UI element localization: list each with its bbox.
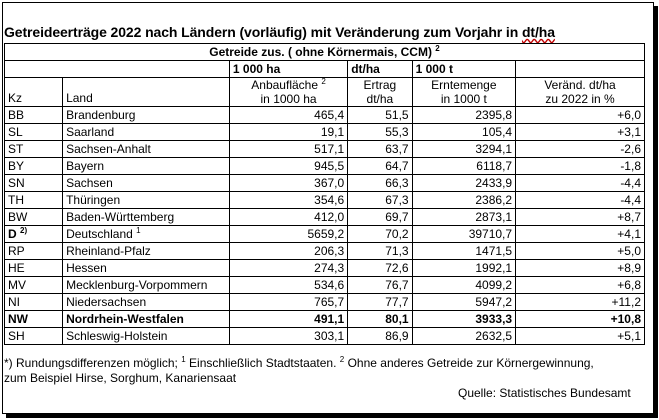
cell-yield: 64,7 bbox=[348, 158, 412, 175]
cell-change: -1,8 bbox=[516, 158, 645, 175]
cell-land: Sachsen bbox=[63, 175, 230, 192]
cell-change: +10,8 bbox=[516, 311, 645, 328]
cell-kz: D $^{2)}$ bbox=[5, 226, 63, 243]
cell-change: +8,9 bbox=[516, 260, 645, 277]
cell-yield: 67,3 bbox=[348, 192, 412, 209]
unit-area: 1 000 ha bbox=[229, 61, 347, 78]
cell-yield: 66,3 bbox=[348, 175, 412, 192]
cell-kz: MV bbox=[5, 277, 63, 294]
col-kz: Kz bbox=[5, 78, 63, 107]
cell-change: +5,1 bbox=[516, 328, 645, 345]
cell-area: 274,3 bbox=[229, 260, 347, 277]
cell-land: Deutschland $^1$ bbox=[63, 226, 230, 243]
cell-land: Mecklenburg-Vorpommern bbox=[63, 277, 230, 294]
cell-yield: 55,3 bbox=[348, 124, 412, 141]
cell-harvest: 3933,3 bbox=[412, 311, 515, 328]
cell-yield: 72,6 bbox=[348, 260, 412, 277]
cell-kz: SN bbox=[5, 175, 63, 192]
cell-harvest: 6118,7 bbox=[412, 158, 515, 175]
cell-yield: 63,7 bbox=[348, 141, 412, 158]
table-row bbox=[5, 124, 645, 141]
cell-harvest: 2386,2 bbox=[412, 192, 515, 209]
table-row bbox=[5, 294, 645, 311]
cell-harvest: 2395,8 bbox=[412, 107, 515, 124]
yield-table bbox=[4, 43, 645, 345]
col-harvest: Erntemenge in 1000 t bbox=[412, 78, 515, 107]
cell-land: Baden-Württemberg bbox=[63, 209, 230, 226]
cell-change: +6,8 bbox=[516, 277, 645, 294]
cell-change: +8,7 bbox=[516, 209, 645, 226]
column-header-row bbox=[5, 78, 645, 107]
cell-harvest: 39710,7 bbox=[412, 226, 515, 243]
table-row bbox=[5, 243, 645, 260]
cell-kz: BW bbox=[5, 209, 63, 226]
cell-kz: TH bbox=[5, 192, 63, 209]
cell-yield: 77,7 bbox=[348, 294, 412, 311]
col-land: Land bbox=[63, 78, 230, 107]
table-row bbox=[5, 277, 645, 294]
cell-area: 303,1 bbox=[229, 328, 347, 345]
cell-area: 19,1 bbox=[229, 124, 347, 141]
cell-change: +6,0 bbox=[516, 107, 645, 124]
cell-area: 5659,2 bbox=[229, 226, 347, 243]
cell-harvest: 2873,1 bbox=[412, 209, 515, 226]
cell-area: 534,6 bbox=[229, 277, 347, 294]
unit-header-row bbox=[5, 61, 645, 78]
table-row bbox=[5, 192, 645, 209]
title-unit: dt/ha bbox=[521, 24, 555, 40]
cell-land: Sachsen-Anhalt bbox=[63, 141, 230, 158]
table-row bbox=[5, 107, 645, 124]
cell-land: Thüringen bbox=[63, 192, 230, 209]
cell-change: -4,4 bbox=[516, 192, 645, 209]
cell-area: 465,4 bbox=[229, 107, 347, 124]
cell-land: Nordrhein-Westfalen bbox=[63, 311, 230, 328]
cell-kz: BB bbox=[5, 107, 63, 124]
cell-kz: BY bbox=[5, 158, 63, 175]
cell-kz: NW bbox=[5, 311, 63, 328]
cell-harvest: 1471,5 bbox=[412, 243, 515, 260]
cell-area: 367,0 bbox=[229, 175, 347, 192]
cell-yield: 69,7 bbox=[348, 209, 412, 226]
cell-yield: 70,2 bbox=[348, 226, 412, 243]
cell-harvest: 1992,1 bbox=[412, 260, 515, 277]
col-change: Veränd. dt/ha zu 2022 in % bbox=[516, 78, 645, 107]
cell-area: 765,7 bbox=[229, 294, 347, 311]
cell-land: Schleswig-Holstein bbox=[63, 328, 230, 345]
cell-land: Niedersachsen bbox=[63, 294, 230, 311]
cell-kz: SL bbox=[5, 124, 63, 141]
cell-yield: 80,1 bbox=[348, 311, 412, 328]
cell-land: Rheinland-Pfalz bbox=[63, 243, 230, 260]
cell-land: Saarland bbox=[63, 124, 230, 141]
footnote: *) Rundungsdifferenzen möglich; $^1$ Einschließlich Stadtstaaten. $^2$ Ohne anderes Getreide zur Körnergewinnung, zum Beispiel Hirse, Sorghum, Kanariensaat bbox=[4, 355, 594, 385]
cell-area: 517,1 bbox=[229, 141, 347, 158]
cell-harvest: 4099,2 bbox=[412, 277, 515, 294]
table-row bbox=[5, 226, 645, 243]
cell-change: +11,2 bbox=[516, 294, 645, 311]
table-row bbox=[5, 175, 645, 192]
cell-kz: ST bbox=[5, 141, 63, 158]
cell-harvest: 105,4 bbox=[412, 124, 515, 141]
cell-kz: RP bbox=[5, 243, 63, 260]
col-yield: Ertrag dt/ha bbox=[348, 78, 412, 107]
unit-harvest: 1 000 t bbox=[412, 61, 515, 78]
cell-land: Bayern bbox=[63, 158, 230, 175]
cell-kz: SH bbox=[5, 328, 63, 345]
cell-change: +3,1 bbox=[516, 124, 645, 141]
unit-yield: dt/ha bbox=[348, 61, 412, 78]
cell-harvest: 3294,1 bbox=[412, 141, 515, 158]
cell-change: +4,1 bbox=[516, 226, 645, 243]
cell-yield: 71,3 bbox=[348, 243, 412, 260]
cell-yield: 86,9 bbox=[348, 328, 412, 345]
cell-change: -2,6 bbox=[516, 141, 645, 158]
group-header-row bbox=[5, 44, 645, 61]
cell-yield: 76,7 bbox=[348, 277, 412, 294]
cell-change: +5,0 bbox=[516, 243, 645, 260]
cell-harvest: 2632,5 bbox=[412, 328, 515, 345]
table-row bbox=[5, 209, 645, 226]
table-row bbox=[5, 328, 645, 345]
cell-harvest: 2433,9 bbox=[412, 175, 515, 192]
table-row bbox=[5, 158, 645, 175]
cell-area: 206,3 bbox=[229, 243, 347, 260]
table-row bbox=[5, 141, 645, 158]
col-area: Anbaufläche $^2$ in 1000 ha bbox=[229, 78, 347, 107]
cell-area: 491,1 bbox=[229, 311, 347, 328]
cell-yield: 51,5 bbox=[348, 107, 412, 124]
cell-change: -4,4 bbox=[516, 175, 645, 192]
group-header: Getreide zus. ( ohne Körnermais, CCM) $^2$ bbox=[5, 44, 645, 61]
cell-kz: NI bbox=[5, 294, 63, 311]
page-title: Getreideerträge 2022 nach Ländern (vorläufig) mit Veränderung zum Vorjahr in dt/ha bbox=[4, 24, 555, 40]
table-row bbox=[5, 311, 645, 328]
cell-kz: HE bbox=[5, 260, 63, 277]
source-note: Quelle: Statistisches Bundesamt bbox=[458, 386, 631, 400]
table-row bbox=[5, 260, 645, 277]
cell-area: 945,5 bbox=[229, 158, 347, 175]
cell-area: 412,0 bbox=[229, 209, 347, 226]
cell-land: Brandenburg bbox=[63, 107, 230, 124]
cell-land: Hessen bbox=[63, 260, 230, 277]
cell-harvest: 5947,2 bbox=[412, 294, 515, 311]
cell-area: 354,6 bbox=[229, 192, 347, 209]
